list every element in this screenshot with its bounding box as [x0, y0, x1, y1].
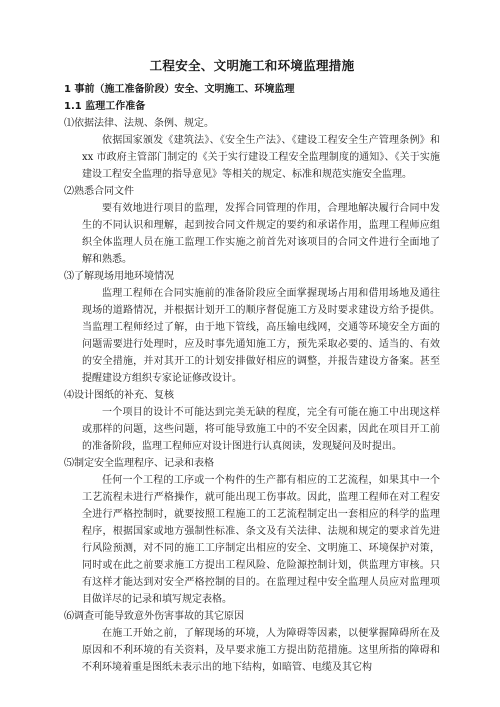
item-paragraph-3: 监理工程师在合同实施前的准备阶段应全面掌握现场占用和借用场地及通往现场的道路情况，并根据计划开工的顺序督促施工方及时要求建设方给予提供。当监理工程师经过了解，由于地下管线，高压输电线网，交通等环境安全方面的问题需要进行处理时，应及时事先通知施工方，预先采取必要的、适当的、有效的安全措施，并对其开工的计划安排做好相应的调整，并报告建设方备案。甚至提醒建设方组织专家论证修改设计。: [82, 288, 440, 384]
section-heading-1: 1 事前（施工准备阶段）安全、文明施工、环境监理: [64, 84, 295, 95]
item-paragraph-2: 要有效地进行项目的监理，发挥合同管理的作用，合理地解决履行合同中发生的不同认识和理解，起到按合同文件规定的要约和承诺作用，监理工程师应组织全体监理人员在施工监理工作实施之前首先对该项目的合同文件进行全面地了解和熟悉。: [82, 203, 440, 265]
item-heading-4: ⑷设计图纸的补充、复核: [64, 390, 174, 401]
item-heading-1: ⑴依据法律、法规、条例、规定。: [64, 118, 214, 129]
item-paragraph-1: 依据国家颁发《建筑法》、《安全生产法》、《建设工程安全生产管理条例》和 xx 市政府主管部门制定的《关于实行建设工程安全监理制度的通知》、《关于实施建设工程安全监理的指导意见》等相关的规定、标准和规范实施安全监理。: [82, 135, 440, 180]
item-heading-6: ⑹调查可能导致意外伤害事故的其它原因: [64, 611, 244, 622]
item-heading-5: ⑸制定安全监理程序、记录和表格: [64, 458, 214, 469]
document-title: 工程安全、文明施工和环境监理措施: [149, 58, 355, 73]
section-heading-1-1: 1.1 监理工作准备: [64, 101, 146, 112]
item-heading-3: ⑶了解现场用地环境情况: [64, 271, 174, 282]
item-heading-2: ⑵熟悉合同文件: [64, 186, 134, 197]
item-paragraph-5: 任何一个工程的工序或一个构件的生产都有相应的工艺流程，如果其中一个工艺流程未进行严格操作，就可能出现工伤事故。因此，监理工程师在对工程安全进行严格控制时，就要按照工程施工的工艺流程制定出一套相应的科学的监理程序，根据国家或地方强制性标准、条文及有关法律、法规和规定的要求首先进行风险预测，对不同的施工工序制定出相应的安全、文明施工、环境保护对策，同时或在此之前要求施工方提出工程风险、危险源控制计划，供监理方审核。只有这样才能达到对安全严格控制的目的。在监理过程中安全监理人员应对监理项目做详尽的记录和填写规定表格。: [82, 475, 440, 605]
item-paragraph-4: 一个项目的设计不可能达到完美无缺的程度，完全有可能在施工中出现这样或那样的问题，这些问题，将可能导致施工中的不安全因素，因此在项目开工前的准备阶段，监理工程师应对设计图进行认真阅读，发现疑问及时提出。: [82, 407, 440, 452]
item-paragraph-6: 在施工开始之前，了解现场的环境，人为障碍等因素，以便掌握障碍所在及原因和不利环境的有关资料，及早要求施工方提出防范措施。这里所指的障碍和不利环境着重是图纸未表示出的地下结构，如暗管、电缆及其它构: [82, 628, 440, 673]
